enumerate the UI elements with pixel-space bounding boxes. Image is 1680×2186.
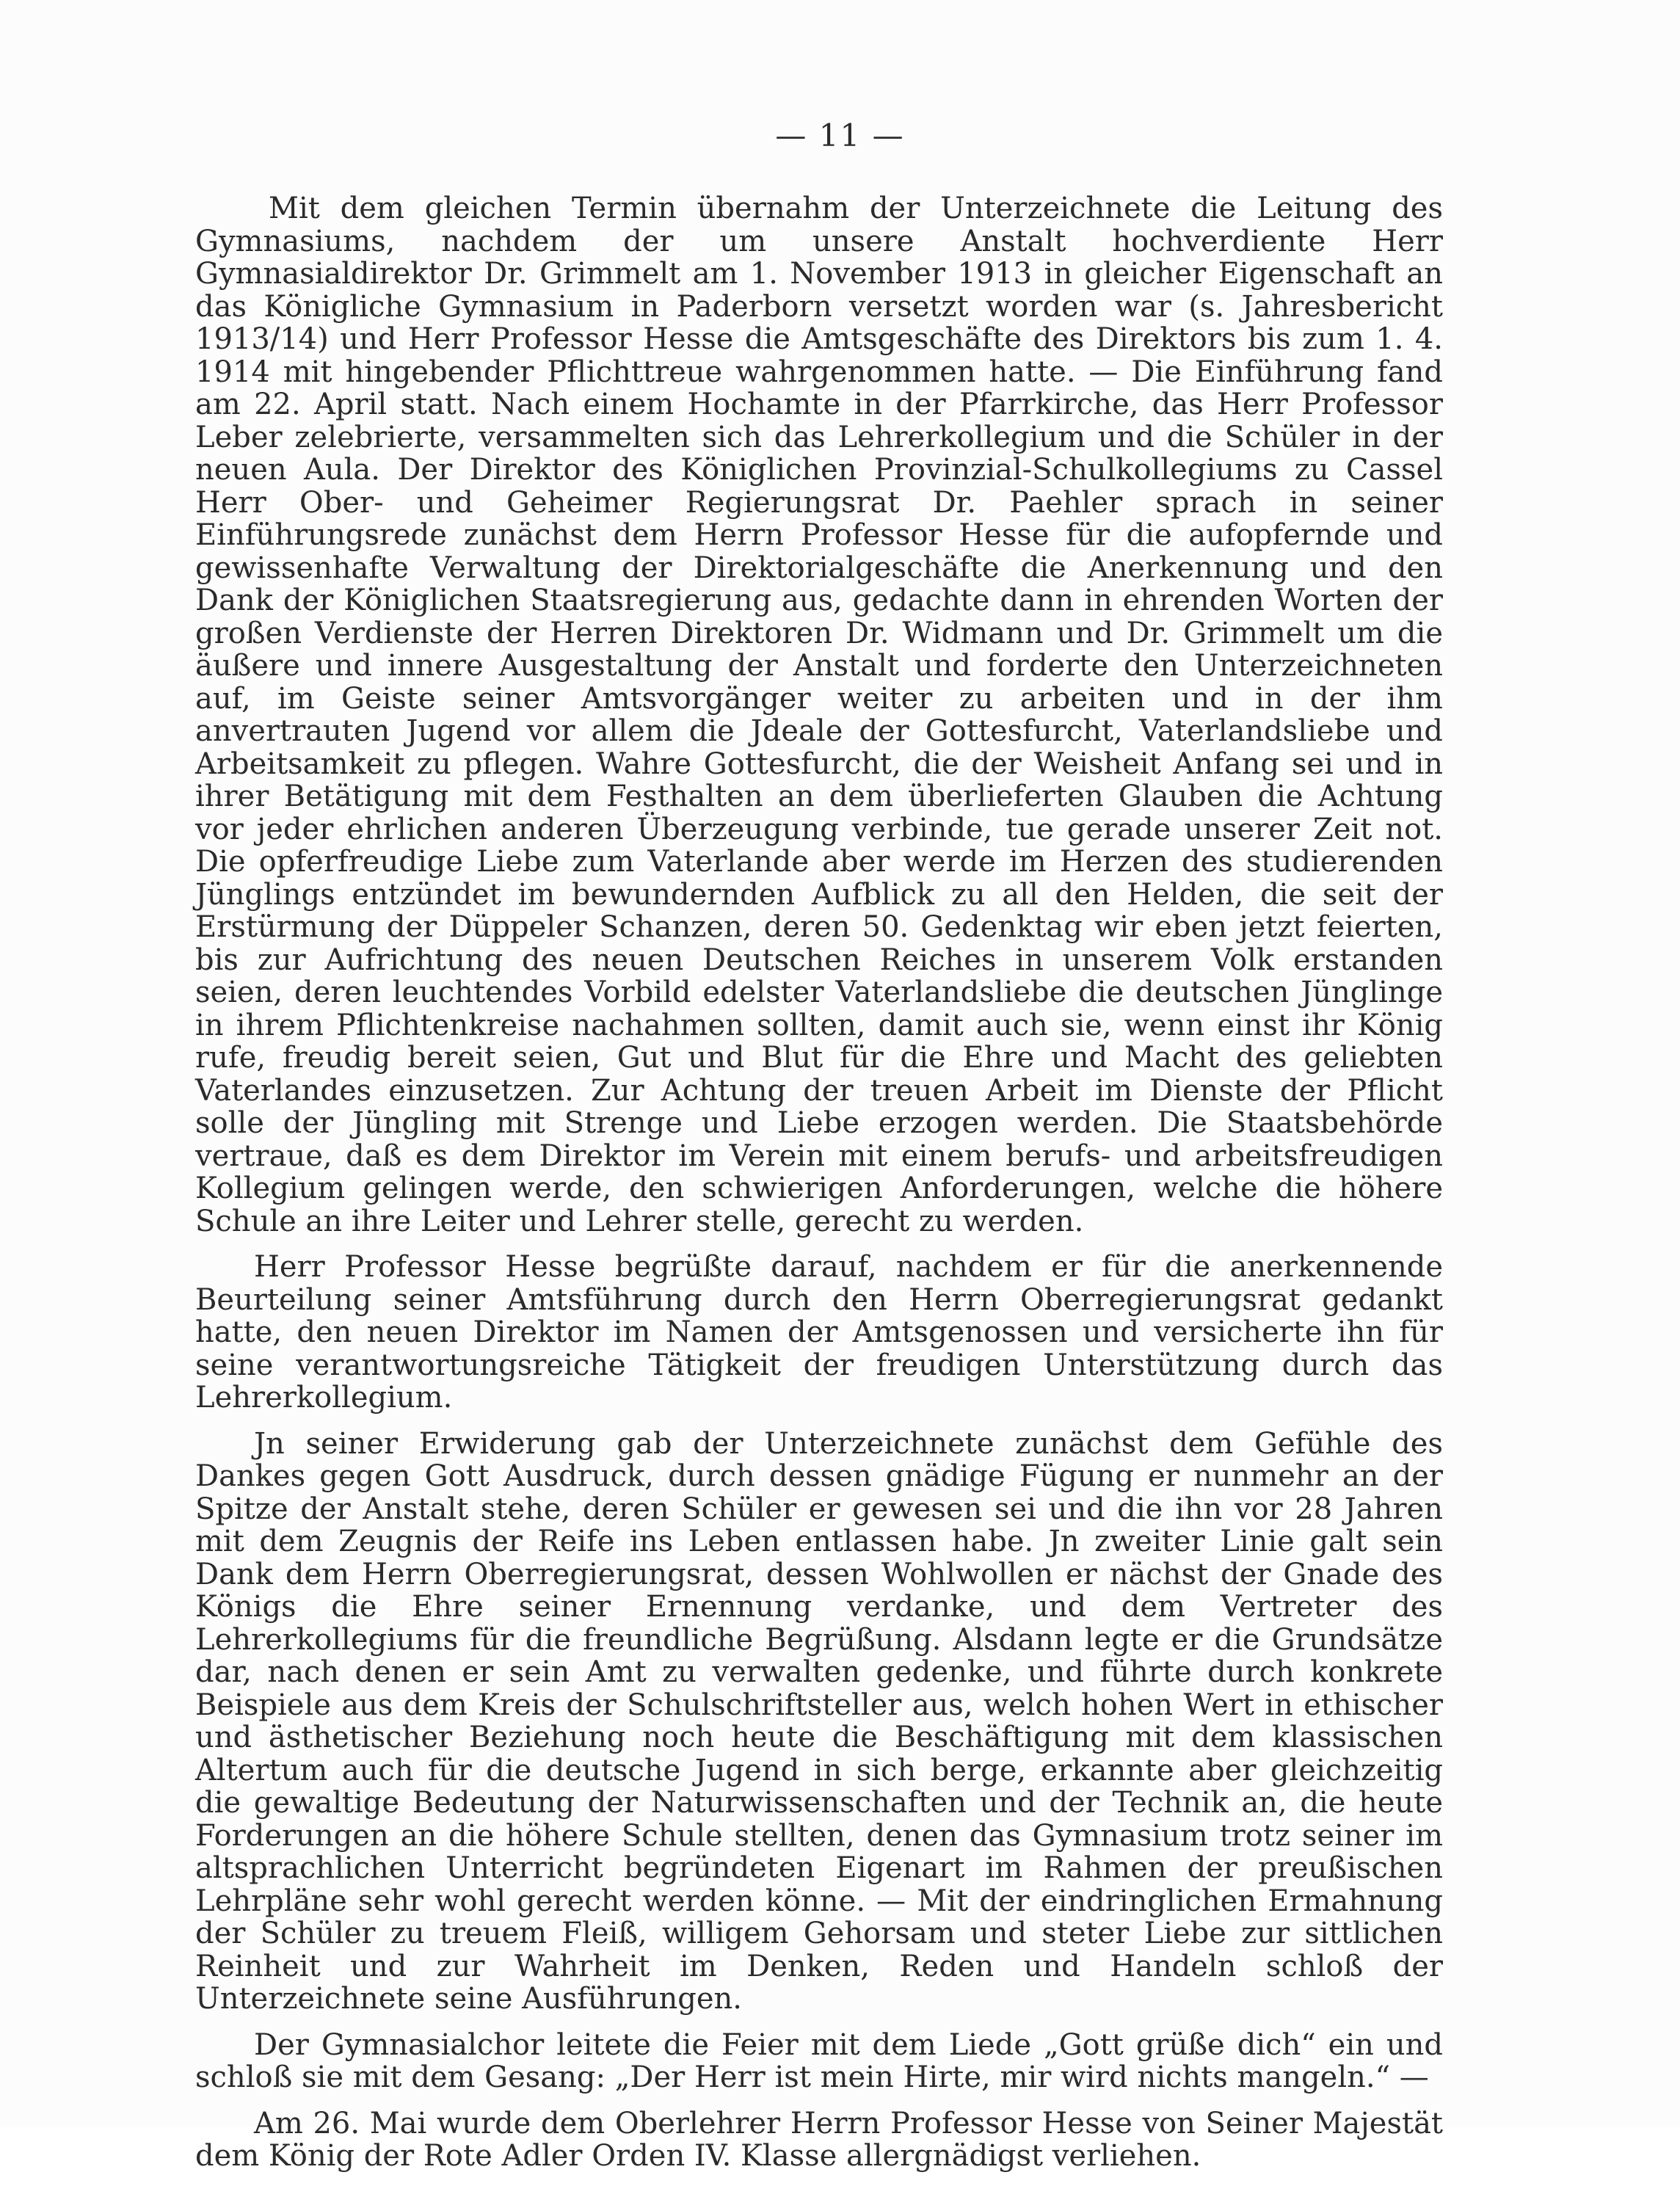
paragraph-choir: Der Gymnasialchor leitete die Feier mit dem Liede „Gott grüße dich“ ein und schloß sie mit dem Gesang: „Der Herr ist mein Hirte, mir wird nichts mangeln.“ — (195, 2027, 1443, 2094)
page-number: — 11 — (775, 117, 905, 153)
paragraph-reply: Jn seiner Erwiderung gab der Unterzeichnete zunächst dem Gefühle des Dankes gegen Gott Ausdruck, durch dessen gnädige Fügung er nunmehr an der Spitze der Anstalt stehe, deren Schüler er gewesen sei und die ihn vor 28 Jahren mit dem Zeugnis der Reife ins Leben entlassen habe. Jn zweiter Linie galt sein Dank dem Herrn Oberregierungsrat, dessen Wohlwollen er nächst der Gnade des Königs die Ehre seiner Ernennung verdanke, und dem Vertreter des Lehrerkollegiums für die freundliche Begrüßung. Alsdann legte er die Grundsätze dar, nach denen er sein Amt zu verwalten gedenke, und führte durch konkrete Beispiele aus dem Kreis der Schulschriftsteller aus, welch hohen Wert in ethischer und ästhetischer Beziehung noch heute die Beschäftigung mit dem klassischen Altertum auch für die deutsche Jugend in sich berge, erkannte aber gleichzeitig die gewaltige Bedeutung der Naturwissenschaften und der Technik an, die heute Forderungen an die höhere Schule stellten, denen das Gymnasium trotz seiner im altsprachlichen Unterricht begründeten Eigenart im Rahmen der preußischen Lehrpläne sehr wohl gerecht werden könne. — Mit der eindringlichen Ermahnung der Schüler zu treuem Fleiß, willigem Gehorsam und steter Liebe zur sittlichen Reinheit und zur Wahrheit im Denken, Reden und Handeln schloß der Unterzeichnete seine Ausführungen. (195, 1426, 1443, 2016)
paragraph-award: Am 26. Mai wurde dem Oberlehrer Herrn Professor Hesse von Seiner Majestät dem König der Rote Adler Orden IV. Klasse allergnädigst verliehen. (195, 2106, 1443, 2173)
paragraph-hesse-greeting: Herr Professor Hesse begrüßte darauf, nachdem er für die anerkennende Beurteilung seiner Amtsführung durch den Herrn Oberregierungsrat gedankt hatte, den neuen Direktor im Namen der Amtsgenossen und versicherte ihn für seine verantwortungsreiche Tätigkeit der freudigen Unterstützung durch das Lehrerkollegium. (195, 1250, 1443, 1415)
paragraph-inauguration: Mit dem gleichen Termin übernahm der Unterzeichnete die Leitung des Gymnasiums, nachdem der um unsere Anstalt hochverdiente Herr Gymnasialdirektor Dr. Grimmelt am 1. November 1913 in gleicher Eigenschaft an das Königliche Gymnasium in Paderborn versetzt worden war (s. Jahresbericht 1913/14) und Herr Professor Hesse die Amtsgeschäfte des Direktors bis zum 1. 4. 1914 mit hingebender Pflichttreue wahrgenommen hatte. — Die Einführung fand am 22. April statt. Nach einem Hochamte in der Pfarrkirche, das Herr Professor Leber zelebrierte, versammelten sich das Lehrerkollegium und die Schüler in der neuen Aula. Der Direktor des Königlichen Provinzial-Schulkollegiums zu Cassel Herr Ober- und Geheimer Regierungsrat Dr. Paehler sprach in seiner Einführungsrede zunächst dem Herrn Professor Hesse für die aufopfernde und gewissenhafte Verwaltung der Direktorialgeschäfte die Anerkennung und den Dank der Königlichen Staatsregierung aus, gedachte dann in ehrenden Worten der großen Verdienste der Herren Direktoren Dr. Widmann und Dr. Grimmelt um die äußere und innere Ausgestaltung der Anstalt und forderte den Unterzeichneten auf, im Geiste seiner Amtsvorgänger weiter zu arbeiten und in der ihm anvertrauten Jugend vor allem die Jdeale der Gottesfurcht, Vaterlandsliebe und Arbeitsamkeit zu pflegen. Wahre Gottesfurcht, die der Weisheit Anfang sei und in ihrer Betätigung mit dem Festhalten an dem überlieferten Glauben die Achtung vor jeder ehrlichen anderen Überzeugung verbinde, tue gerade unserer Zeit not. Die opferfreudige Liebe zum Vaterlande aber werde im Herzen des studierenden Jünglings entzündet im bewundernden Aufblick zu all den Helden, die seit der Erstürmung der Düppeler Schanzen, deren 50. Gedenktag wir eben jetzt feierten, bis zur Aufrichtung des neuen Deutschen Reiches in unserem Volk erstanden seien, deren leuchtendes Vorbild edelster Vaterlandsliebe die deutschen Jünglinge in ihrem Pflichtenkreise nachahmen sollten, damit auch sie, wenn einst ihr König rufe, freudig bereit seien, Gut und Blut für die Ehre und Macht des geliebten Vaterlandes einzusetzen. Zur Achtung der treuen Arbeit im Dienste der Pflicht solle der Jüngling mit Strenge und Liebe erzogen werden. Die Staatsbehörde vertraue, daß es dem Direktor im Verein mit einem berufs- und arbeitsfreudigen Kollegium gelingen werde, den schwierigen Anforderungen, welche die höhere Schule an ihre Leiter und Lehrer stelle, gerecht zu werden. (195, 192, 1443, 1238)
body-text (195, 192, 1443, 2186)
